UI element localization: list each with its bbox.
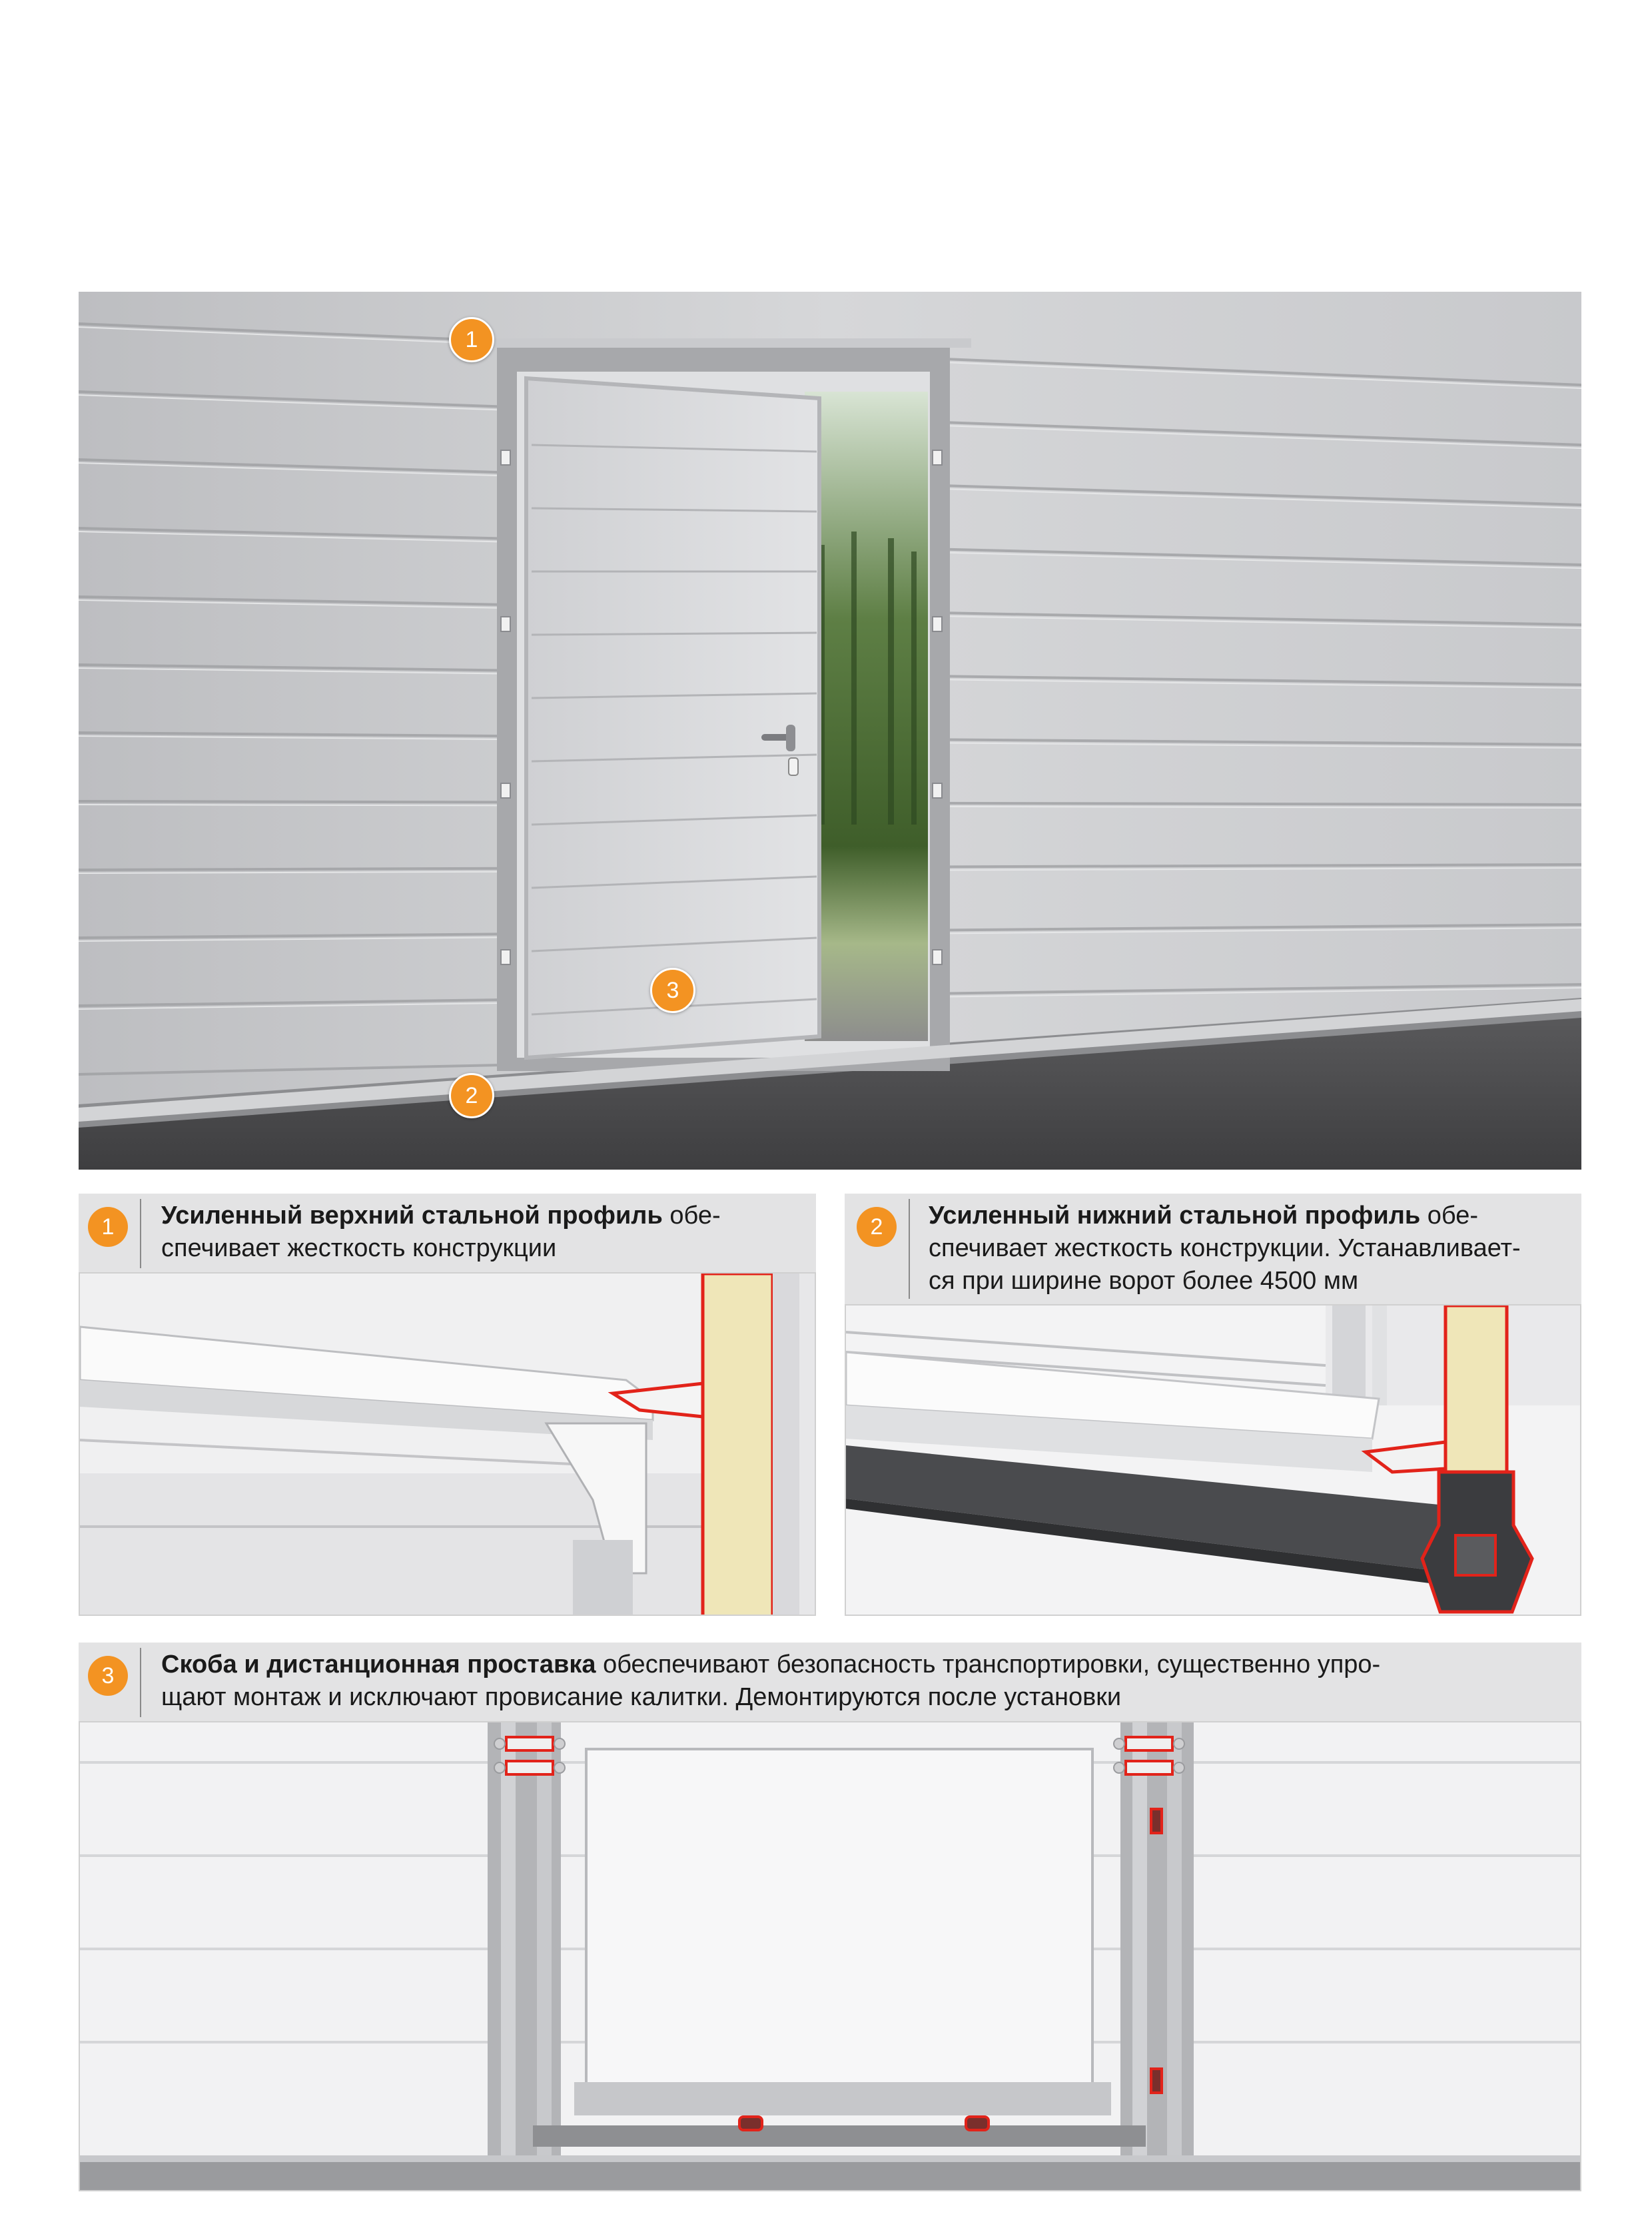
panel-2-title: Усиленный нижний стальной профиль <box>929 1202 1421 1230</box>
panel-1-separator <box>140 1199 141 1268</box>
panel-2-caption <box>929 1200 1578 1297</box>
panel-1-image <box>79 1272 816 1616</box>
panel-1-caption <box>161 1200 814 1265</box>
panel-3-separator <box>140 1648 141 1717</box>
panel-3-caption <box>161 1649 1577 1714</box>
panel-2-separator <box>909 1199 910 1299</box>
main-photo <box>79 292 1581 1170</box>
bracket-and-spacer-illustration <box>80 1722 1581 2191</box>
panel-1-text-line-1: обе- <box>662 1202 721 1230</box>
detail-panel-3 <box>79 1643 1581 2191</box>
panel-2-number-badge: 2 <box>857 1207 897 1247</box>
panel-1-number-badge: 1 <box>88 1207 128 1247</box>
marker-badge-2: 2 <box>449 1073 494 1118</box>
panel-1-title: Усиленный верхний стальной профиль <box>161 1202 663 1230</box>
panel-3-image <box>79 1721 1581 2191</box>
detail-panel-1 <box>79 1194 816 1616</box>
panel-2-text-line-1: обе- <box>1420 1202 1479 1230</box>
panel-2-text-line-3: ся при ширине ворот более 4500 мм <box>929 1267 1359 1295</box>
top-profile-cross-section-illustration <box>80 1274 816 1616</box>
panel-3-text-line-1: обеспечивают безопасность транспортировки, существенно упро- <box>596 1651 1381 1678</box>
garage-door-with-wicket-illustration <box>79 292 1581 1170</box>
bottom-profile-cross-section-illustration <box>846 1305 1581 1616</box>
panel-2-text-line-2: спечивает жесткость конструкции. Устанавливает- <box>929 1234 1521 1262</box>
panel-3-title: Скоба и дистанционная проставка <box>161 1651 596 1678</box>
marker-badge-3: 3 <box>650 968 695 1013</box>
panel-1-text-line-2: спечивает жесткость конструкции <box>161 1234 557 1262</box>
panel-2-image <box>845 1304 1581 1616</box>
panel-3-text-line-2: щают монтаж и исключают провисание калитки. Демонтируются после установки <box>161 1683 1122 1711</box>
panel-3-number-badge: 3 <box>88 1656 128 1696</box>
marker-badge-1: 1 <box>449 317 494 362</box>
detail-panel-2 <box>845 1194 1581 1616</box>
